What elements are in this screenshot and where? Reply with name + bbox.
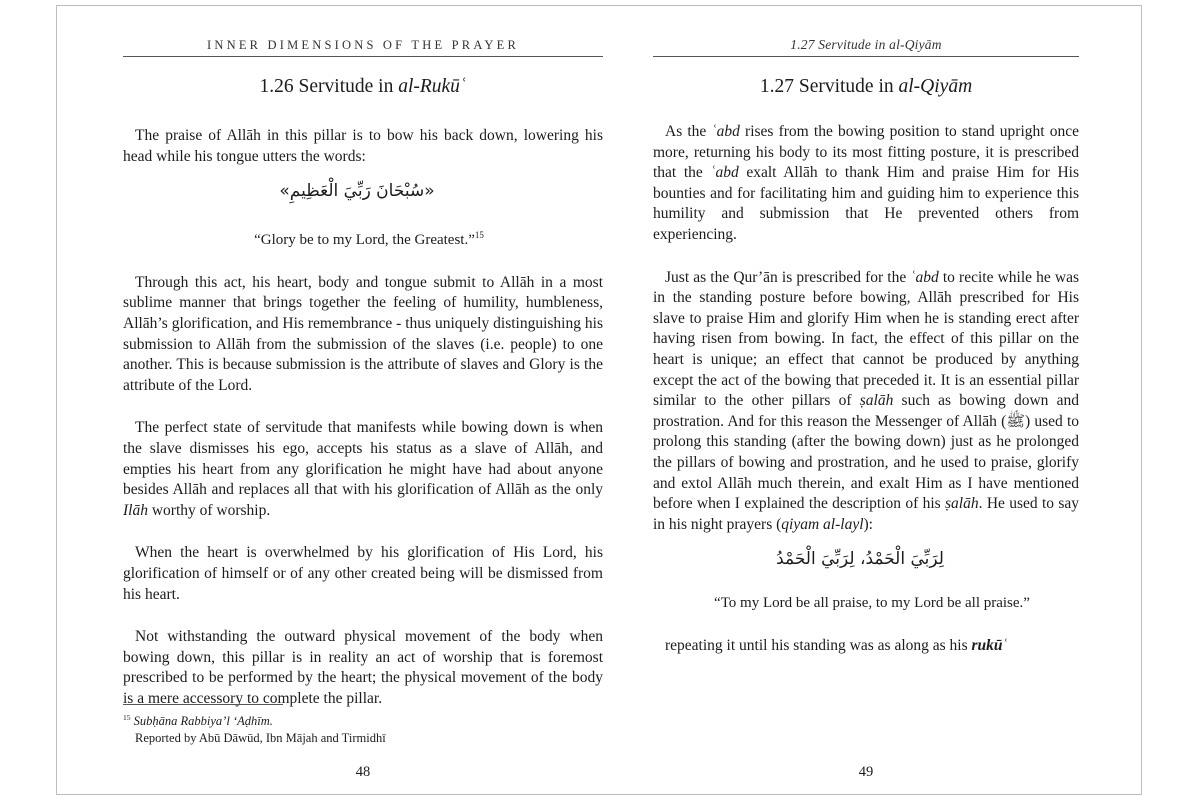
- text-run: worthy of worship.: [147, 501, 271, 519]
- footnote-number: 15: [123, 713, 131, 722]
- paragraph: [123, 418, 603, 521]
- text-run: As the: [665, 123, 712, 140]
- text-run: . He used to say in his night prayers (: [653, 495, 1079, 533]
- italic-term: ʿabd: [710, 164, 739, 182]
- body-text: [653, 122, 1079, 678]
- italic-term: ʿabd: [910, 268, 939, 286]
- text-run: repeating it until his standing was as along as his: [665, 636, 972, 654]
- paragraph: The praise of Allāh in this pillar is to bow his back down, lowering his head while his tongue utters the words:: [123, 127, 603, 165]
- italic-term: rukūʿ: [971, 636, 1008, 654]
- running-head: INNER DIMENSIONS OF THE PRAYER: [123, 38, 603, 57]
- translation: “To my Lord be all praise, to my Lord be all praise.”: [714, 595, 1030, 612]
- section-title-text: 1.27 Servitude in: [759, 76, 899, 97]
- section-title-text: 1.26 Servitude in: [259, 76, 399, 97]
- paragraph: [653, 636, 1079, 657]
- text-run: rises from the bowing position to stand upright once more, returning his body to its most fitting posture, it is prescribed that the: [653, 123, 1079, 182]
- section-title: [653, 76, 1079, 98]
- footnote: [123, 709, 603, 730]
- right-page: [653, 6, 1079, 794]
- italic-term: ṣalāh: [859, 392, 894, 410]
- italic-term: Ilāh: [123, 501, 148, 519]
- running-head: 1.27 Servitude in al-Qiyām: [653, 37, 1079, 57]
- footnote-divider: [123, 704, 283, 705]
- book-spread: [56, 5, 1142, 795]
- text-run: Just as the Qur’ān is prescribed for the: [665, 268, 911, 286]
- footnotes: [123, 709, 603, 747]
- paragraph: [653, 268, 1079, 536]
- section-title-italic: al-Qiyām: [898, 76, 973, 97]
- translation: [123, 225, 603, 251]
- left-page: [123, 6, 603, 794]
- paragraph: Through this act, his heart, body and tongue submit to Allāh in a most sublime manner that brings together the feeling of humility, humbleness, Allāh’s glorification, and His remembrance - thus uniquely distinguishing his submission to Allāh from the submission of the slaves (i.e. people) to one another. This is because submission is the attribute of slaves and Glory is the attribute of the Lord.: [123, 273, 603, 394]
- text-run: The perfect state of servitude that manifests while bowing down is when the slave dismisses his ego, accepts his status as a slave of Allāh, and empties his heart from any glorification he might have had about anyone besides Allāh and replaces all that with his glorification of Allāh as the only: [123, 419, 603, 499]
- italic-term: qiyam al-layl: [781, 515, 864, 533]
- section-title-italic: al-Rukūʿ: [398, 76, 467, 97]
- page-number: 48: [355, 764, 371, 780]
- text-run: ):: [863, 515, 873, 533]
- page-number: 49: [858, 764, 874, 780]
- paragraph: When the heart is overwhelmed by his glorification of His Lord, his glorification of himself or of any other created being will be dismissed from his heart.: [123, 544, 603, 603]
- paragraph: [653, 122, 1079, 246]
- footnote-source: Reported by Abū Dāwūd, Ibn Mājah and Tirmidhī: [135, 731, 386, 746]
- footnote-ref: 15: [474, 230, 484, 241]
- italic-term: ṣalāh: [945, 495, 979, 513]
- text-run: exalt Allāh to thank Him and praise Him for His bounties and for facilitating him and guiding him to experience this humility and submission that He prevented others from experiencing.: [653, 164, 1079, 243]
- italic-term: ʿabd: [711, 123, 740, 140]
- translation-text: “Glory be to my Lord, the Greatest.”: [254, 232, 475, 249]
- footnote-term: Subḥāna Rabbiya’l ‘Aḍhīm.: [133, 714, 273, 729]
- paragraph: Not withstanding the outward physical movement of the body when bowing down, this pillar is in reality an act of worship that is foremost prescribed to be performed by the heart; the physical movement of the body is a mere accessory to complete the pillar.: [123, 628, 603, 707]
- arabic-supplication: لِرَبِّيَ الْحَمْدُ، لِرَبِّيَ الْحَمْدُ: [776, 549, 944, 570]
- arabic-supplication: «سُبْحَانَ رَبِّيَ الْعَظِيمِ»: [279, 181, 435, 202]
- body-text: [123, 126, 603, 731]
- text-run: such as bowing down and prostration. And for this reason the Messenger of Allāh (ﷺ) used to prolong this standing (after the bowing down) just as he prolonged the pillars of bowing and prostration, and he used to praise, glorify and extol Allāh much therein, and exalt Him as I have mentioned before when I explained the description of his: [653, 392, 1079, 513]
- section-title: [123, 76, 603, 98]
- text-run: to recite while he was in the standing posture before bowing, Allāh prescribed for His slave to praise Him and glorify Him when he is standing erect after having risen from bowing. In fact, the effect of this pillar on the heart is unique; an effect that cannot be produced by anything except the act of the bowing that preceded it. It is an essential pillar similar to the other pillars of: [653, 268, 1080, 410]
